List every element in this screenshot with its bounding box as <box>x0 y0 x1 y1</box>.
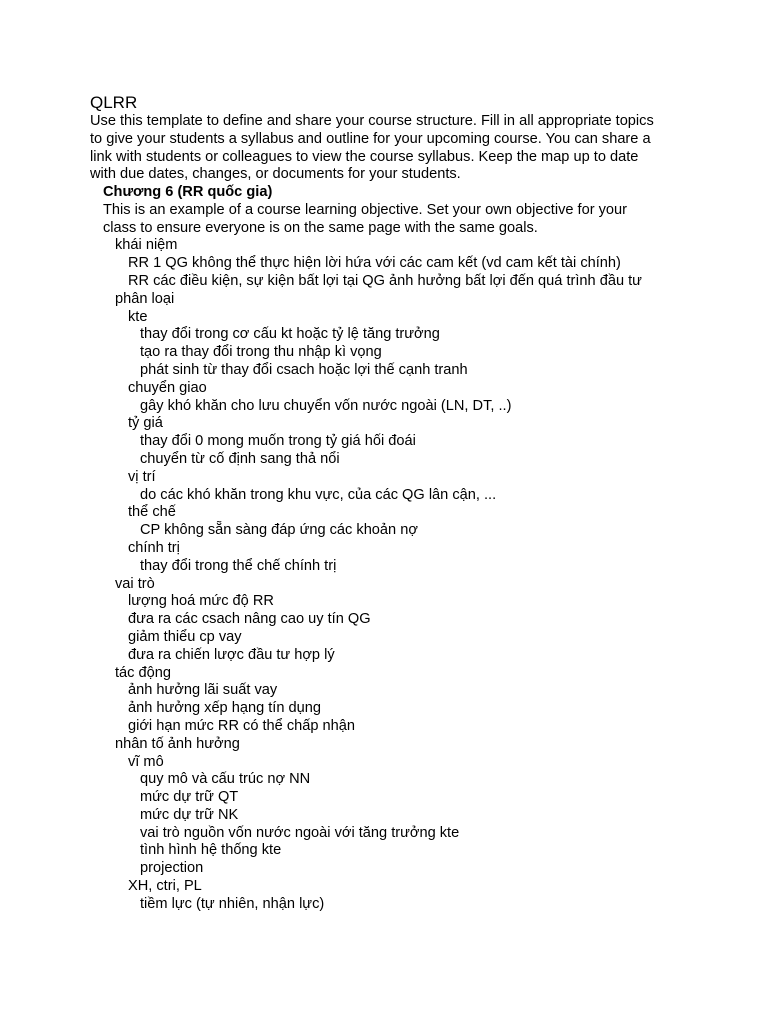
outline-item: RR 1 QG không thể thực hiện lời hứa với các cam kết (vd cam kết tài chính) <box>128 255 621 272</box>
outline-item: khái niệm <box>115 237 178 254</box>
outline-item: projection <box>140 860 204 877</box>
outline-item: phân loại <box>115 290 175 307</box>
objective-line: class to ensure everyone is on the same page with the same goals. <box>103 219 538 236</box>
outline-item: vai trò <box>115 575 155 592</box>
intro-line: to give your students a syllabus and outline for your upcoming course. You can share a <box>90 130 651 147</box>
outline-item: tác động <box>115 664 171 681</box>
outline-item: mức dự trữ QT <box>140 789 239 806</box>
outline-item: CP không sẵn sàng đáp ứng các khoản nợ <box>140 522 418 539</box>
course-outline <box>90 184 690 914</box>
outline-item: nhân tố ảnh hưởng <box>115 735 240 752</box>
outline-item: lượng hoá mức độ RR <box>128 593 274 610</box>
outline-item: ảnh hưởng lãi suất vay <box>128 682 278 699</box>
objective-line: This is an example of a course learning objective. Set your own objective for your <box>103 201 628 218</box>
chapter-title: Chương 6 (RR quốc gia) <box>103 184 273 200</box>
outline-item: thay đổi trong cơ cấu kt hoặc tỷ lệ tăng trưởng <box>140 326 440 343</box>
outline-item: chuyển từ cố định sang thả nổi <box>140 450 340 467</box>
outline-item: kte <box>128 308 148 325</box>
outline-item: thể chế <box>128 504 176 521</box>
outline-item: do các khó khăn trong khu vực, của các QG lân cận, ... <box>140 486 497 503</box>
outline-item: mức dự trữ NK <box>140 806 239 823</box>
outline-item: tình hình hệ thống kte <box>140 842 282 859</box>
page-title: QLRR <box>90 93 138 112</box>
outline-item: tiềm lực (tự nhiên, nhận lực) <box>140 895 325 912</box>
outline-item: thay đổi trong thể chế chính trị <box>140 557 337 574</box>
outline-item: giảm thiểu cp vay <box>128 628 242 645</box>
outline-item: chính trị <box>128 539 180 556</box>
outline-item: tỷ giá <box>128 415 163 432</box>
outline-item: giới hạn mức RR có thể chấp nhận <box>128 717 356 734</box>
intro-line: link with students or colleagues to view the course syllabus. Keep the map up to date <box>90 148 639 165</box>
intro-line: with due dates, changes, or documents for your students. <box>90 166 461 183</box>
outline-item: vai trò nguồn vốn nước ngoài với tăng trưởng kte <box>140 824 460 841</box>
outline-item: phát sinh từ thay đổi csach hoặc lợi thế cạnh tranh <box>140 361 468 378</box>
outline-item: ảnh hưởng xếp hạng tín dụng <box>128 700 321 717</box>
outline-item: đưa ra chiến lược đầu tư hợp lý <box>128 646 335 663</box>
outline-item: vị trí <box>128 468 156 485</box>
outline-item: RR các điều kiện, sự kiện bất lợi tại QG ảnh hưởng bất lợi đến quá trình đầu tư <box>128 272 642 289</box>
outline-item: quy mô và cấu trúc nợ NN <box>140 771 311 788</box>
outline-item: tạo ra thay đổi trong thu nhập kì vọng <box>140 344 382 361</box>
outline-item: chuyển giao <box>128 379 207 396</box>
intro-line: Use this template to define and share your course structure. Fill in all appropriate topics <box>90 113 654 129</box>
outline-item: vĩ mô <box>128 753 164 770</box>
outline-item: XH, ctri, PL <box>128 878 202 895</box>
intro-paragraph <box>90 113 680 184</box>
outline-item: đưa ra các csach nâng cao uy tín QG <box>128 611 371 628</box>
outline-item: gây khó khăn cho lưu chuyển vốn nước ngoài (LN, DT, ..) <box>140 397 512 414</box>
outline-item: thay đổi 0 mong muốn trong tỷ giá hối đoái <box>140 433 416 450</box>
